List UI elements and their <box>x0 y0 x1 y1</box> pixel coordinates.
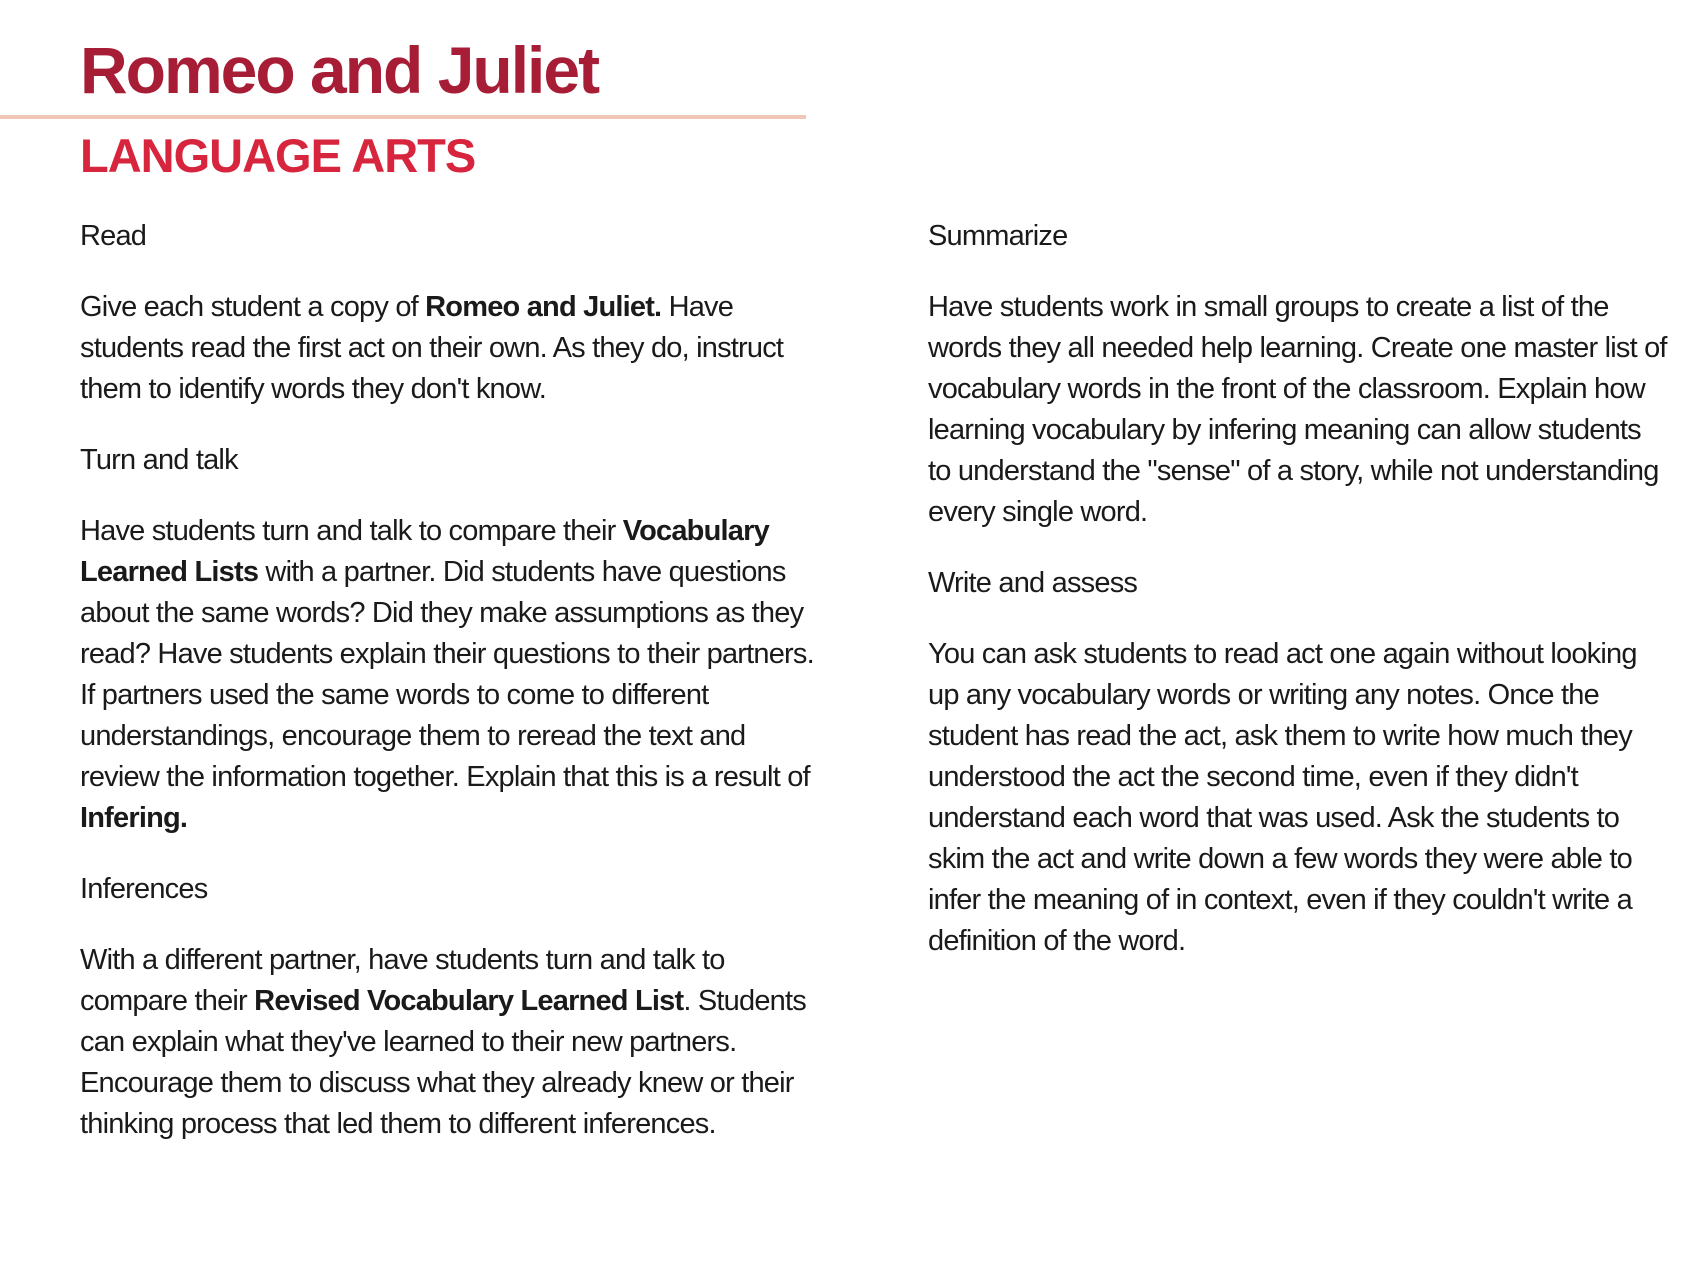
section-body-turn-and-talk <box>80 511 820 839</box>
section-heading-write-and-assess: Write and assess <box>928 567 1138 599</box>
section-body-write-and-assess: You can ask students to read act one again without looking up any vocabulary words or writing any notes. Once the student has read the act, ask them to write how much they understood the act the second time, even if they didn't understand each word that was used. Ask the students to skim the act and write down a few words they were able to infer the meaning of in context, even if they couldn't write a definition of the word. <box>928 638 1637 957</box>
section-body-read <box>80 287 820 410</box>
body-text: Have students turn and talk to compare their <box>80 515 623 547</box>
right-column <box>928 216 1668 992</box>
page-title: Romeo and Juliet <box>80 33 599 107</box>
section-heading-turn-and-talk: Turn and talk <box>80 444 238 476</box>
body-text: Have students read the first act on their own. As they do, instruct them to identify words they don't know. <box>80 291 784 405</box>
body-text: Give each student a copy of <box>80 291 426 323</box>
section-turn-and-talk <box>80 440 820 839</box>
body-text: With a different partner, have students turn and talk to compare their <box>80 944 725 1017</box>
body-text: with a partner. Did students have questions about the same words? Did they make assumptions as they read? Have students explain their questions to their partners. If partners used the same words to come to different understandings, encourage them to reread the text and review the information together. Explain that this is a result of <box>80 556 814 793</box>
body-text: . Students can explain what they've learned to their new partners. Encourage them to discuss what they already knew or their thinking process that led them to different inferences. <box>80 985 806 1140</box>
left-column <box>80 216 820 1175</box>
bold-term: Vocabulary Learned Lists <box>80 515 769 588</box>
section-body-inferences <box>80 940 820 1145</box>
bold-term: Infering. <box>80 802 188 834</box>
section-summarize <box>928 216 1668 533</box>
book-title: Romeo and Juliet. <box>425 291 662 323</box>
section-read <box>80 216 820 410</box>
page-subtitle: LANGUAGE ARTS <box>80 129 476 182</box>
section-heading-inferences: Inferences <box>80 873 208 905</box>
section-heading-summarize: Summarize <box>928 220 1068 252</box>
section-heading-read: Read <box>80 220 147 252</box>
bold-term: Revised Vocabulary Learned List <box>254 985 684 1017</box>
section-inferences <box>80 869 820 1145</box>
section-write-and-assess <box>928 563 1668 962</box>
section-body-summarize: Have students work in small groups to create a list of the words they all needed help learning. Create one master list of vocabulary words in the front of the classroom. Explain how learning vocabulary by infering meaning can allow students to understand the "sense" of a story, while not understanding every single word. <box>928 291 1667 528</box>
title-divider <box>0 115 806 119</box>
